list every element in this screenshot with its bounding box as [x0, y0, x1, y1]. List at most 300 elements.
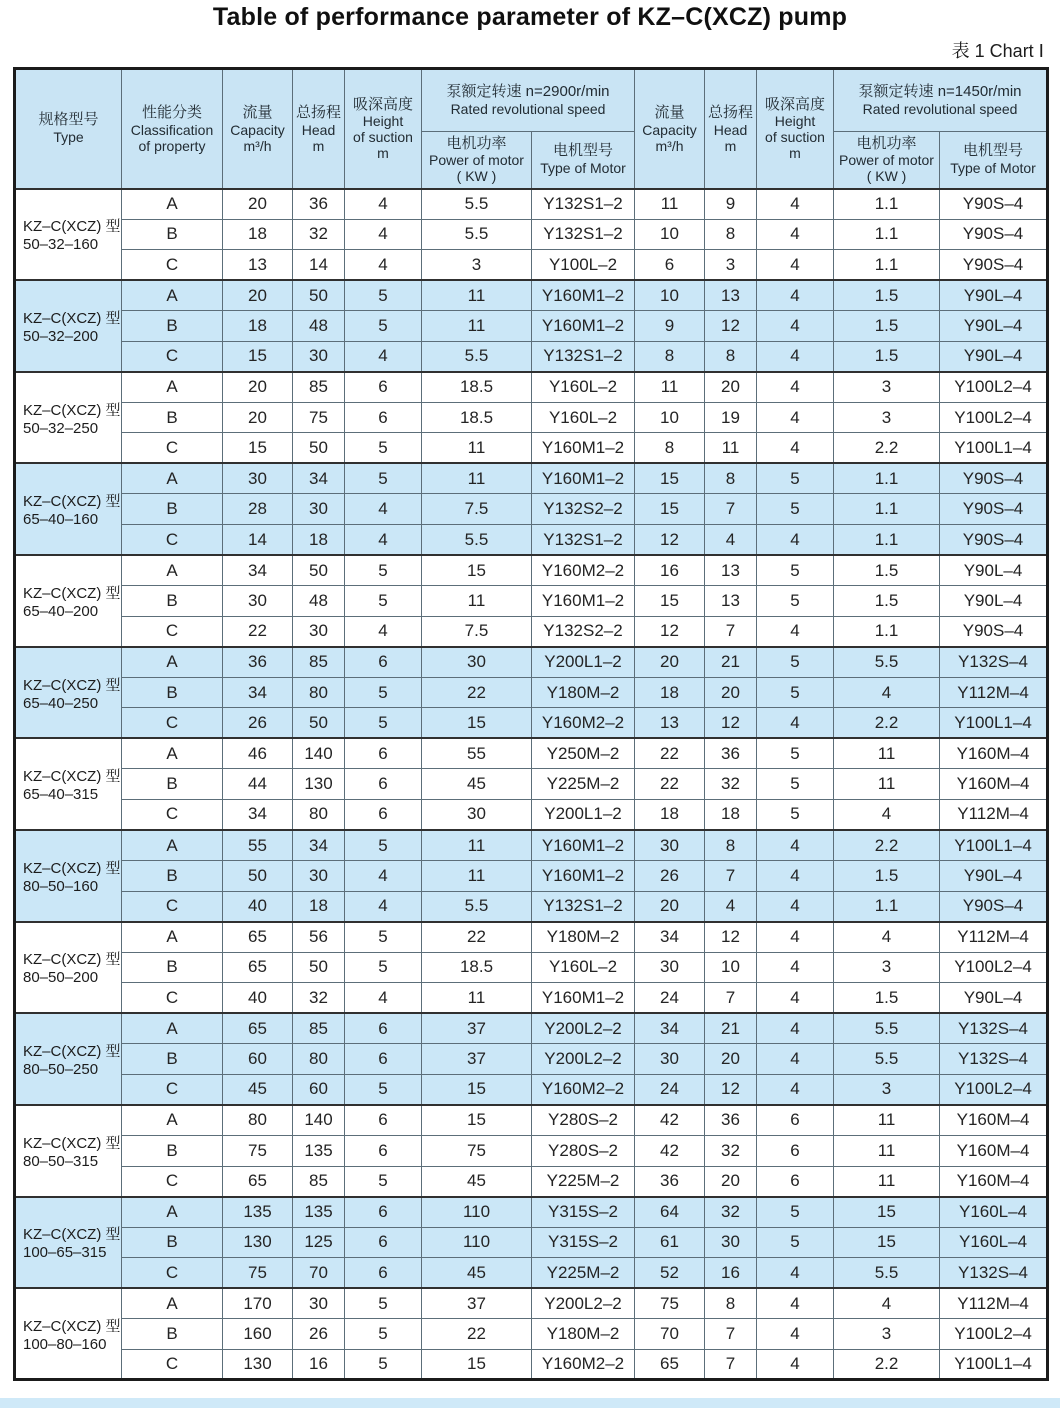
table-row	[15, 525, 1048, 556]
cell-motor-2900: Y280S–2	[532, 1135, 635, 1166]
cell-head-1450: 13	[705, 586, 757, 617]
cell-capacity-1450: 8	[635, 341, 705, 372]
pump-series-label: KZ–C(XCZ) 型	[23, 493, 121, 511]
cell-power-2900: 11	[422, 983, 532, 1014]
cell-motor-1450: Y132S–4	[940, 1013, 1048, 1044]
cell-capacity-2900: 22	[223, 616, 293, 647]
cell-motor-2900: Y200L1–2	[532, 647, 635, 678]
cell-head-2900: 80	[293, 1044, 345, 1075]
cell-suction-2900: 6	[345, 1044, 422, 1075]
cell-head-1450: 8	[705, 341, 757, 372]
cell-classification: A	[122, 647, 223, 678]
cell-power-2900: 3	[422, 250, 532, 281]
cell-capacity-1450: 18	[635, 799, 705, 830]
table-row	[15, 219, 1048, 250]
cell-classification: C	[122, 433, 223, 464]
cell-capacity-2900: 13	[223, 250, 293, 281]
cell-capacity-2900: 34	[223, 799, 293, 830]
table-row	[15, 1044, 1048, 1075]
cell-motor-2900: Y160M2–2	[532, 1074, 635, 1105]
cell-capacity-2900: 18	[223, 219, 293, 250]
cell-motor-2900: Y315S–2	[532, 1197, 635, 1228]
cell-power-1450: 1.5	[834, 555, 940, 586]
cell-classification: A	[122, 1105, 223, 1136]
cell-suction-1450: 5	[757, 463, 834, 494]
cell-motor-1450: Y90L–4	[940, 861, 1048, 892]
cell-motor-1450: Y100L1–4	[940, 433, 1048, 464]
cell-power-2900: 45	[422, 1166, 532, 1197]
cell-motor-2900: Y160M2–2	[532, 555, 635, 586]
cell-capacity-2900: 28	[223, 494, 293, 525]
cell-motor-1450: Y100L2–4	[940, 952, 1048, 983]
cell-classification: B	[122, 769, 223, 800]
cell-suction-2900: 4	[345, 494, 422, 525]
cell-motor-2900: Y160L–2	[532, 372, 635, 403]
cell-motor-1450: Y132S–4	[940, 647, 1048, 678]
pump-size-label: 80–50–160	[23, 877, 99, 895]
cell-suction-1450: 6	[757, 1105, 834, 1136]
pump-size-label: 65–40–160	[23, 511, 99, 529]
cell-power-1450: 4	[834, 1288, 940, 1319]
cell-motor-1450: Y90S–4	[940, 616, 1048, 647]
cell-capacity-1450: 30	[635, 830, 705, 861]
cell-capacity-2900: 15	[223, 341, 293, 372]
cell-capacity-1450: 64	[635, 1197, 705, 1228]
cell-suction-2900: 4	[345, 983, 422, 1014]
pump-series-label: KZ–C(XCZ) 型	[23, 768, 121, 786]
cell-suction-2900: 5	[345, 922, 422, 953]
cell-head-2900: 32	[293, 219, 345, 250]
cell-power-2900: 11	[422, 463, 532, 494]
cell-classification: A	[122, 830, 223, 861]
cell-head-2900: 50	[293, 952, 345, 983]
cell-classification: B	[122, 1135, 223, 1166]
cell-power-1450: 3	[834, 402, 940, 433]
cell-suction-2900: 6	[345, 799, 422, 830]
cell-suction-2900: 6	[345, 1013, 422, 1044]
cell-suction-2900: 5	[345, 677, 422, 708]
pump-size-label: 100–65–315	[23, 1244, 107, 1262]
cell-motor-2900: Y180M–2	[532, 677, 635, 708]
cell-head-2900: 85	[293, 1013, 345, 1044]
cell-head-1450: 32	[705, 769, 757, 800]
cell-capacity-1450: 15	[635, 586, 705, 617]
cell-suction-1450: 5	[757, 1197, 834, 1228]
pump-type-cell	[15, 280, 122, 372]
table-row	[15, 799, 1048, 830]
col-header-head-1450: 总扬程 Head m	[705, 69, 757, 189]
cell-suction-1450: 4	[757, 219, 834, 250]
cell-capacity-1450: 20	[635, 891, 705, 922]
cell-capacity-1450: 24	[635, 983, 705, 1014]
cell-motor-2900: Y180M–2	[532, 922, 635, 953]
cell-head-2900: 50	[293, 433, 345, 464]
cell-capacity-2900: 160	[223, 1319, 293, 1350]
cell-power-1450: 5.5	[834, 647, 940, 678]
cell-capacity-2900: 18	[223, 311, 293, 342]
cell-motor-2900: Y160L–2	[532, 402, 635, 433]
cell-power-2900: 37	[422, 1288, 532, 1319]
cell-motor-1450: Y90S–4	[940, 494, 1048, 525]
cell-suction-1450: 5	[757, 586, 834, 617]
table-row	[15, 983, 1048, 1014]
cell-suction-2900: 6	[345, 402, 422, 433]
table-row	[15, 1166, 1048, 1197]
pump-series-label: KZ–C(XCZ) 型	[23, 859, 121, 877]
cell-head-2900: 48	[293, 586, 345, 617]
cell-classification: A	[122, 922, 223, 953]
cell-suction-1450: 5	[757, 647, 834, 678]
cell-motor-1450: Y90S–4	[940, 189, 1048, 220]
cell-power-1450: 11	[834, 1135, 940, 1166]
cell-power-2900: 5.5	[422, 341, 532, 372]
cell-head-1450: 11	[705, 433, 757, 464]
cell-classification: C	[122, 983, 223, 1014]
cell-suction-2900: 6	[345, 1105, 422, 1136]
cell-head-1450: 19	[705, 402, 757, 433]
cell-classification: A	[122, 738, 223, 769]
cell-head-1450: 16	[705, 1258, 757, 1289]
pump-series-label: KZ–C(XCZ) 型	[23, 218, 121, 236]
cell-capacity-2900: 60	[223, 1044, 293, 1075]
cell-head-2900: 135	[293, 1197, 345, 1228]
pump-size-label: 100–80–160	[23, 1335, 107, 1353]
cell-capacity-2900: 36	[223, 647, 293, 678]
cell-suction-2900: 5	[345, 463, 422, 494]
cell-capacity-1450: 30	[635, 952, 705, 983]
performance-parameter-table	[13, 67, 1049, 1381]
cell-capacity-1450: 42	[635, 1135, 705, 1166]
cell-suction-2900: 5	[345, 1288, 422, 1319]
cell-power-2900: 30	[422, 799, 532, 830]
cell-power-1450: 4	[834, 922, 940, 953]
cell-capacity-2900: 130	[223, 1227, 293, 1258]
cell-suction-2900: 6	[345, 1135, 422, 1166]
cell-power-1450: 3	[834, 1319, 940, 1350]
table-row	[15, 738, 1048, 769]
pump-type-cell	[15, 1105, 122, 1197]
cell-motor-2900: Y180M–2	[532, 1319, 635, 1350]
cell-head-2900: 26	[293, 1319, 345, 1350]
cell-suction-2900: 5	[345, 433, 422, 464]
cell-power-1450: 1.1	[834, 494, 940, 525]
cell-classification: A	[122, 280, 223, 311]
cell-power-1450: 1.1	[834, 219, 940, 250]
cell-power-1450: 4	[834, 677, 940, 708]
cell-power-2900: 7.5	[422, 616, 532, 647]
cell-power-1450: 11	[834, 738, 940, 769]
cell-capacity-1450: 70	[635, 1319, 705, 1350]
cell-motor-1450: Y90L–4	[940, 341, 1048, 372]
cell-power-1450: 1.5	[834, 861, 940, 892]
cell-capacity-1450: 11	[635, 189, 705, 220]
cell-power-1450: 2.2	[834, 708, 940, 739]
cell-suction-2900: 5	[345, 708, 422, 739]
table-row	[15, 463, 1048, 494]
table-row	[15, 586, 1048, 617]
cell-power-1450: 2.2	[834, 1349, 940, 1380]
cell-capacity-1450: 22	[635, 738, 705, 769]
cell-suction-2900: 5	[345, 830, 422, 861]
cell-classification: C	[122, 341, 223, 372]
cell-capacity-1450: 18	[635, 677, 705, 708]
cell-motor-1450: Y90L–4	[940, 555, 1048, 586]
cell-power-1450: 5.5	[834, 1044, 940, 1075]
pump-series-label: KZ–C(XCZ) 型	[23, 676, 121, 694]
cell-power-2900: 55	[422, 738, 532, 769]
cell-motor-2900: Y225M–2	[532, 1166, 635, 1197]
cell-capacity-2900: 45	[223, 1074, 293, 1105]
cell-suction-1450: 4	[757, 1319, 834, 1350]
cell-head-2900: 18	[293, 525, 345, 556]
cell-capacity-1450: 65	[635, 1349, 705, 1380]
pump-type-cell	[15, 555, 122, 647]
table-row	[15, 341, 1048, 372]
cell-capacity-2900: 170	[223, 1288, 293, 1319]
cell-head-2900: 140	[293, 1105, 345, 1136]
table-row	[15, 922, 1048, 953]
cell-suction-1450: 4	[757, 372, 834, 403]
cell-capacity-2900: 50	[223, 861, 293, 892]
cell-motor-2900: Y160M1–2	[532, 861, 635, 892]
table-row	[15, 555, 1048, 586]
col-header-power-2900: 电机功率 Power of motor ( KW )	[422, 132, 532, 189]
cell-head-2900: 130	[293, 769, 345, 800]
cell-suction-1450: 4	[757, 1288, 834, 1319]
cell-classification: B	[122, 402, 223, 433]
cell-motor-2900: Y160M2–2	[532, 708, 635, 739]
cell-classification: C	[122, 1166, 223, 1197]
pump-series-label: KZ–C(XCZ) 型	[23, 401, 121, 419]
table-caption: 表 1 Chart Ⅰ	[951, 41, 1044, 61]
cell-power-2900: 5.5	[422, 525, 532, 556]
cell-suction-2900: 5	[345, 952, 422, 983]
cell-motor-1450: Y112M–4	[940, 677, 1048, 708]
cell-power-1450: 1.5	[834, 586, 940, 617]
cell-head-2900: 70	[293, 1258, 345, 1289]
cell-classification: B	[122, 1044, 223, 1075]
cell-motor-1450: Y90S–4	[940, 219, 1048, 250]
cell-suction-2900: 6	[345, 738, 422, 769]
cell-capacity-2900: 130	[223, 1349, 293, 1380]
cell-head-2900: 80	[293, 799, 345, 830]
table-row	[15, 402, 1048, 433]
table-header	[15, 69, 1048, 189]
col-header-motor-1450: 电机型号 Type of Motor	[940, 132, 1048, 189]
cell-motor-1450: Y90S–4	[940, 525, 1048, 556]
cell-motor-2900: Y160M1–2	[532, 830, 635, 861]
table-row	[15, 1074, 1048, 1105]
cell-head-1450: 7	[705, 616, 757, 647]
cell-head-2900: 30	[293, 341, 345, 372]
pump-size-label: 50–32–200	[23, 327, 99, 345]
cell-capacity-2900: 14	[223, 525, 293, 556]
cell-motor-2900: Y132S1–2	[532, 219, 635, 250]
col-header-suction-2900: 吸深高度 Height of suction m	[345, 69, 422, 189]
cell-head-1450: 30	[705, 1227, 757, 1258]
cell-capacity-1450: 22	[635, 769, 705, 800]
table-row	[15, 189, 1048, 220]
cell-capacity-1450: 34	[635, 1013, 705, 1044]
cell-power-1450: 1.1	[834, 525, 940, 556]
cell-classification: B	[122, 219, 223, 250]
cell-motor-1450: Y112M–4	[940, 799, 1048, 830]
cell-capacity-2900: 65	[223, 1013, 293, 1044]
table-row	[15, 830, 1048, 861]
cell-capacity-2900: 30	[223, 463, 293, 494]
cell-head-1450: 32	[705, 1135, 757, 1166]
cell-power-1450: 2.2	[834, 433, 940, 464]
cell-motor-1450: Y160M–4	[940, 1105, 1048, 1136]
pump-type-cell	[15, 463, 122, 555]
cell-head-2900: 30	[293, 1288, 345, 1319]
cell-classification: B	[122, 952, 223, 983]
cell-motor-2900: Y132S1–2	[532, 891, 635, 922]
pump-size-label: 65–40–200	[23, 602, 99, 620]
cell-power-2900: 15	[422, 1105, 532, 1136]
cell-suction-1450: 4	[757, 525, 834, 556]
cell-classification: B	[122, 677, 223, 708]
table-row	[15, 1349, 1048, 1380]
cell-head-2900: 30	[293, 494, 345, 525]
cell-suction-2900: 4	[345, 189, 422, 220]
table-row	[15, 1105, 1048, 1136]
col-header-speed-1450: 泵额定转速 n=1450r/min Rated revolutional speed	[834, 69, 1048, 132]
pump-size-label: 50–32–250	[23, 419, 99, 437]
table-row	[15, 494, 1048, 525]
cell-classification: A	[122, 1013, 223, 1044]
cell-head-1450: 10	[705, 952, 757, 983]
cell-capacity-1450: 16	[635, 555, 705, 586]
cell-power-1450: 11	[834, 769, 940, 800]
cell-suction-1450: 4	[757, 1349, 834, 1380]
cell-power-1450: 1.5	[834, 983, 940, 1014]
cell-motor-1450: Y100L2–4	[940, 402, 1048, 433]
cell-motor-1450: Y160M–4	[940, 1135, 1048, 1166]
cell-motor-2900: Y132S1–2	[532, 341, 635, 372]
table-row	[15, 250, 1048, 281]
cell-motor-1450: Y160M–4	[940, 769, 1048, 800]
cell-head-2900: 36	[293, 189, 345, 220]
col-header-type-en: Type	[53, 129, 84, 146]
cell-capacity-1450: 30	[635, 1044, 705, 1075]
cell-capacity-2900: 65	[223, 922, 293, 953]
col-header-type-zh: 规格型号	[38, 111, 99, 129]
cell-capacity-2900: 46	[223, 738, 293, 769]
cell-capacity-1450: 12	[635, 616, 705, 647]
cell-suction-2900: 4	[345, 219, 422, 250]
page-title: Table of performance parameter of KZ–C(XCZ) pump	[212, 3, 848, 31]
cell-capacity-2900: 55	[223, 830, 293, 861]
cell-head-1450: 3	[705, 250, 757, 281]
cell-suction-1450: 4	[757, 433, 834, 464]
cell-head-2900: 50	[293, 280, 345, 311]
col-header-classification: 性能分类 Classification of property	[122, 69, 223, 189]
cell-head-1450: 13	[705, 280, 757, 311]
cell-motor-2900: Y132S1–2	[532, 189, 635, 220]
cell-classification: A	[122, 1197, 223, 1228]
cell-suction-2900: 6	[345, 1258, 422, 1289]
cell-motor-2900: Y225M–2	[532, 1258, 635, 1289]
cell-head-2900: 14	[293, 250, 345, 281]
cell-motor-2900: Y132S1–2	[532, 525, 635, 556]
cell-power-2900: 7.5	[422, 494, 532, 525]
cell-capacity-2900: 30	[223, 586, 293, 617]
cell-motor-1450: Y90S–4	[940, 891, 1048, 922]
cell-capacity-2900: 80	[223, 1105, 293, 1136]
col-header-type	[15, 69, 122, 189]
cell-suction-1450: 6	[757, 1135, 834, 1166]
cell-classification: A	[122, 189, 223, 220]
cell-head-2900: 30	[293, 861, 345, 892]
cell-power-1450: 3	[834, 952, 940, 983]
cell-power-1450: 2.2	[834, 830, 940, 861]
cell-head-1450: 20	[705, 372, 757, 403]
cell-power-2900: 18.5	[422, 952, 532, 983]
cell-classification: B	[122, 586, 223, 617]
cell-suction-1450: 4	[757, 952, 834, 983]
col-header-motor-2900: 电机型号 Type of Motor	[532, 132, 635, 189]
table-row	[15, 1288, 1048, 1319]
cell-head-1450: 8	[705, 1288, 757, 1319]
table-row	[15, 891, 1048, 922]
cell-suction-2900: 4	[345, 616, 422, 647]
cell-head-1450: 9	[705, 189, 757, 220]
cell-motor-2900: Y160M2–2	[532, 1349, 635, 1380]
pump-size-label: 80–50–250	[23, 1061, 99, 1079]
col-header-power-1450: 电机功率 Power of motor ( KW )	[834, 132, 940, 189]
cell-motor-1450: Y90L–4	[940, 983, 1048, 1014]
cell-capacity-1450: 42	[635, 1105, 705, 1136]
cell-motor-1450: Y160L–4	[940, 1197, 1048, 1228]
cell-head-2900: 50	[293, 708, 345, 739]
cell-capacity-1450: 6	[635, 250, 705, 281]
cell-power-1450: 1.1	[834, 189, 940, 220]
cell-power-2900: 11	[422, 830, 532, 861]
cell-motor-2900: Y160L–2	[532, 952, 635, 983]
cell-power-2900: 22	[422, 922, 532, 953]
cell-classification: B	[122, 1319, 223, 1350]
cell-power-1450: 15	[834, 1197, 940, 1228]
cell-capacity-1450: 10	[635, 219, 705, 250]
cell-classification: A	[122, 555, 223, 586]
cell-head-1450: 7	[705, 494, 757, 525]
cell-head-2900: 75	[293, 402, 345, 433]
cell-capacity-2900: 20	[223, 189, 293, 220]
cell-capacity-2900: 65	[223, 952, 293, 983]
cell-head-2900: 125	[293, 1227, 345, 1258]
cell-suction-2900: 6	[345, 1197, 422, 1228]
cell-motor-2900: Y200L2–2	[532, 1013, 635, 1044]
cell-capacity-1450: 36	[635, 1166, 705, 1197]
cell-power-1450: 1.1	[834, 616, 940, 647]
cell-suction-1450: 4	[757, 708, 834, 739]
pump-type-cell	[15, 372, 122, 464]
cell-power-2900: 45	[422, 769, 532, 800]
cell-motor-1450: Y90L–4	[940, 311, 1048, 342]
cell-motor-2900: Y315S–2	[532, 1227, 635, 1258]
cell-suction-2900: 5	[345, 311, 422, 342]
cell-power-1450: 11	[834, 1166, 940, 1197]
cell-motor-1450: Y90L–4	[940, 280, 1048, 311]
cell-motor-1450: Y100L1–4	[940, 1349, 1048, 1380]
cell-power-1450: 4	[834, 799, 940, 830]
cell-capacity-1450: 15	[635, 463, 705, 494]
cell-power-1450: 1.1	[834, 250, 940, 281]
cell-capacity-1450: 9	[635, 311, 705, 342]
cell-classification: C	[122, 708, 223, 739]
cell-head-2900: 30	[293, 616, 345, 647]
